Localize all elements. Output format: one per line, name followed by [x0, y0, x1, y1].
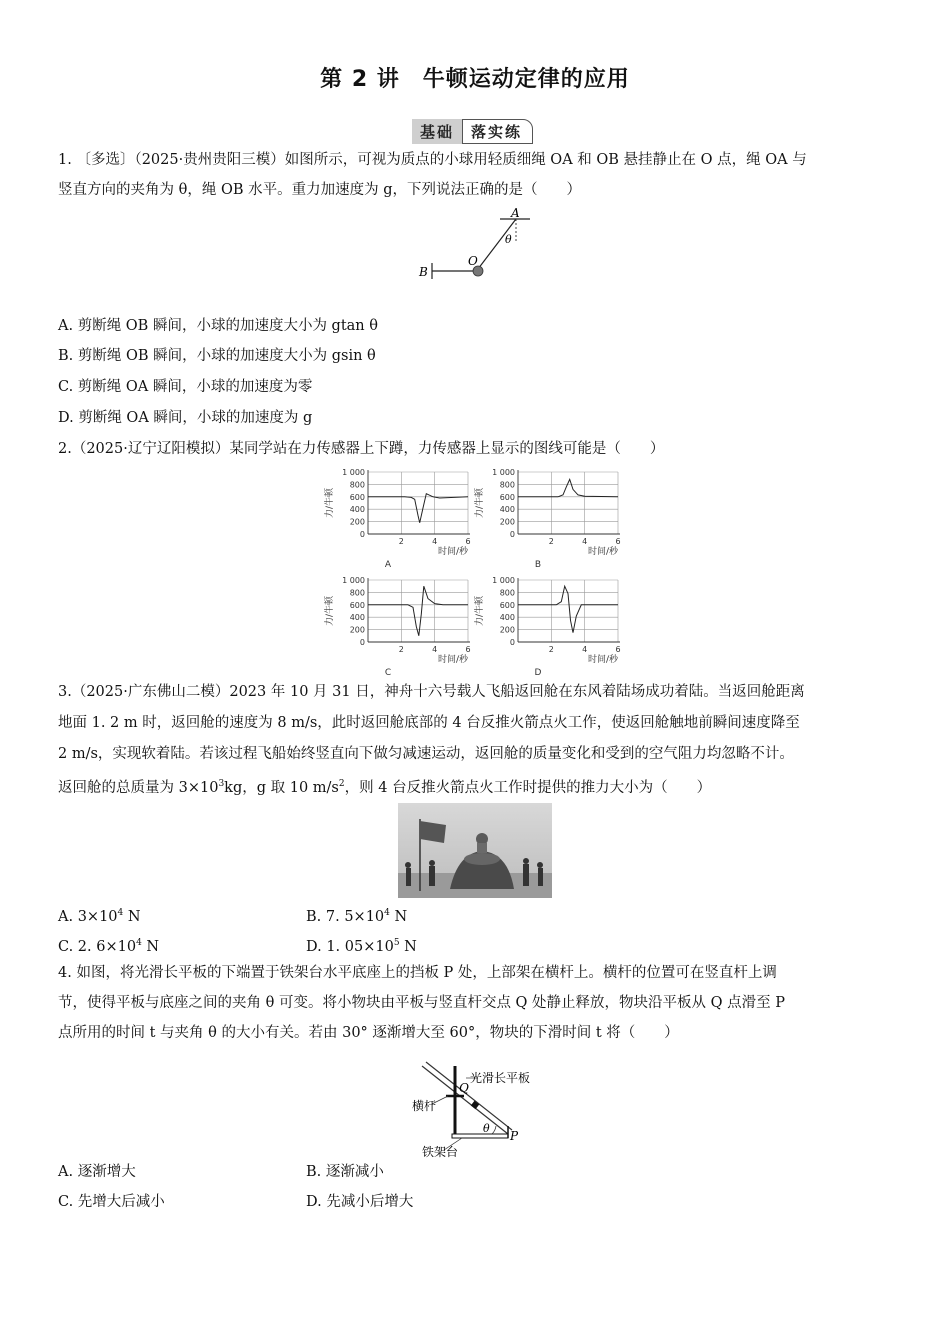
base	[452, 1134, 508, 1138]
q3-line4	[58, 774, 890, 798]
x-tick-label: 6	[615, 537, 621, 546]
chart-a	[320, 464, 470, 573]
chart-svg	[470, 464, 620, 569]
q4-option-a: A. 逐渐增大	[58, 1164, 136, 1180]
q3-option-c	[58, 933, 159, 957]
q1-option-a: A. 剪断绳 OB 瞬间，小球的加速度大小为 gtan θ	[58, 318, 378, 334]
q1-option-b: B. 剪断绳 OB 瞬间，小球的加速度大小为 gsin θ	[58, 348, 376, 364]
chart-svg	[320, 464, 470, 569]
x-tick-label: 4	[432, 537, 438, 546]
label-theta: θ	[505, 233, 512, 246]
q3-line4-c: ，则 4 台反推火箭点火工作时提供的推力大小为（ ）	[344, 779, 712, 796]
chart-d	[470, 572, 620, 681]
y-axis-label: 力/牛顿	[475, 487, 485, 519]
y-tick-label: 200	[349, 625, 365, 635]
y-axis-label: 力/牛顿	[325, 487, 335, 519]
label-stand: 铁架台	[422, 1145, 459, 1159]
theta-arc	[492, 1126, 496, 1134]
y-tick-label: 0	[359, 638, 365, 647]
q3-line4-b: kg，g 取 10 m/s	[224, 779, 339, 796]
x-tick-label: 2	[548, 537, 554, 546]
y-tick-label: 600	[499, 492, 515, 502]
q3-line2: 地面 1. 2 m 时，返回舱的速度为 8 m/s，此时返回舱底部的 4 台反推火箭点火工作，使返回舱触地前瞬间速度降至	[58, 715, 800, 731]
q4-option-d: D. 先减小后增大	[306, 1194, 414, 1210]
y-tick-label: 200	[499, 517, 515, 527]
banner-right: 落实练	[462, 119, 533, 144]
y-tick-label: 0	[359, 530, 365, 539]
q1-line2: 竖直方向的夹角为 θ，绳 OB 水平。重力加速度为 g，下列说法正确的是（ ）	[58, 182, 581, 198]
label-a: A	[511, 206, 520, 220]
x-axis-label: 时间/秒	[587, 547, 618, 557]
series-line	[518, 586, 618, 633]
y-tick-label: 600	[349, 492, 365, 502]
q3-option-d-exp: 5	[393, 938, 400, 948]
label-rod: 横杆	[412, 1099, 437, 1113]
q3-option-a-exp: 4	[117, 908, 124, 918]
banner-left: 基础	[412, 119, 462, 144]
q4-figure	[410, 1060, 550, 1158]
label-plate: 光滑长平板	[470, 1071, 531, 1085]
q3-option-b-unit: N	[389, 908, 408, 925]
q4-option-b: B. 逐渐减小	[306, 1164, 384, 1180]
chart-caption: B	[534, 560, 542, 570]
q3-option-b-exp: 4	[384, 908, 390, 918]
y-tick-label: 800	[349, 480, 365, 490]
y-tick-label: 0	[509, 638, 515, 647]
x-tick-label: 6	[465, 537, 471, 546]
section-banner	[412, 118, 533, 144]
q3-option-d-unit: N	[399, 938, 417, 955]
label-b: B	[419, 265, 428, 279]
x-tick-label: 2	[398, 645, 404, 654]
chart-caption: C	[384, 668, 392, 678]
q3-option-a	[58, 903, 141, 927]
chart-caption: A	[384, 560, 392, 570]
block	[471, 1101, 479, 1109]
x-axis-label: 时间/秒	[437, 547, 468, 557]
y-tick-label: 1 000	[492, 468, 515, 477]
q3-line3: 2 m/s，实现软着陆。若该过程飞船始终竖直向下做匀减速运动，返回舱的质量变化和受到的空气阻力均忽略不计。	[58, 746, 794, 762]
x-axis-label: 时间/秒	[587, 655, 618, 665]
y-tick-label: 1 000	[342, 576, 365, 585]
y-tick-label: 200	[349, 517, 365, 527]
series-line	[368, 586, 468, 636]
x-tick-label: 4	[582, 537, 588, 546]
label-q: Q	[459, 1081, 469, 1095]
q4-line2: 节，使得平板与底座之间的夹角 θ 可变。将小物块由平板与竖直杆交点 Q 处静止释放，物块沿平板从 Q 点滑至 P	[58, 995, 786, 1011]
x-tick-label: 6	[615, 645, 621, 654]
y-tick-label: 600	[499, 600, 515, 610]
y-tick-label: 600	[349, 600, 365, 610]
y-tick-label: 0	[509, 530, 515, 539]
y-tick-label: 800	[499, 588, 515, 598]
q3-option-c-unit: N	[141, 938, 160, 955]
q3-option-a-base: A. 3×10	[58, 908, 118, 925]
chart-svg	[470, 572, 620, 677]
y-tick-label: 800	[499, 480, 515, 490]
y-tick-label: 400	[499, 505, 515, 515]
x-tick-label: 4	[432, 645, 438, 654]
q4-option-c: C. 先增大后减小	[58, 1194, 165, 1210]
q2-line1: 2.（2025·辽宁辽阳模拟）某同学站在力传感器上下蹲，力传感器上显示的图线可能是（ ）	[58, 441, 665, 457]
y-tick-label: 400	[349, 613, 365, 623]
y-tick-label: 400	[349, 505, 365, 515]
x-tick-label: 4	[582, 645, 588, 654]
y-tick-label: 1 000	[492, 576, 515, 585]
series-line	[518, 479, 618, 496]
q3-line4-sup2: 2	[338, 779, 345, 789]
chart-caption: D	[534, 668, 542, 678]
capsule-photo	[398, 803, 552, 898]
x-tick-label: 6	[465, 645, 471, 654]
series-line	[368, 494, 468, 523]
label-o: O	[468, 254, 478, 268]
chart-b	[470, 464, 620, 573]
q1-figure	[410, 205, 550, 285]
x-tick-label: 2	[548, 645, 554, 654]
x-axis-label: 时间/秒	[437, 655, 468, 665]
label-p: P	[510, 1129, 519, 1143]
q1-line1: 1. 〔多选〕（2025·贵州贵阳三模）如图所示，可视为质点的小球用轻质细绳 OA 和 OB 悬挂静止在 O 点，绳 OA 与	[58, 152, 807, 168]
q3-option-c-base: C. 2. 6×10	[58, 938, 137, 955]
q3-option-d	[306, 933, 417, 957]
q1-option-c: C. 剪断绳 OA 瞬间，小球的加速度为零	[58, 379, 313, 395]
y-tick-label: 1 000	[342, 468, 365, 477]
y-tick-label: 200	[499, 625, 515, 635]
chart-c	[320, 572, 470, 681]
y-tick-label: 400	[499, 613, 515, 623]
q3-option-c-exp: 4	[136, 938, 142, 948]
q3-option-b	[306, 903, 407, 927]
q4-line3: 点所用的时间 t 与夹角 θ 的大小有关。若由 30° 逐渐增大至 60°，物块的下滑时间 t 将（ ）	[58, 1025, 679, 1041]
q3-option-b-base: B. 7. 5×10	[306, 908, 385, 925]
q3-line1: 3.（2025·广东佛山二模）2023 年 10 月 31 日，神舟十六号载人飞船返回舱在东风着陆场成功着陆。当返回舱距离	[58, 684, 805, 700]
q3-option-a-unit: N	[123, 908, 141, 925]
x-tick-label: 2	[398, 537, 404, 546]
q1-option-d: D. 剪断绳 OA 瞬间，小球的加速度为 g	[58, 410, 313, 426]
q3-option-d-base: D. 1. 05×10	[306, 938, 394, 955]
y-tick-label: 800	[349, 588, 365, 598]
page-title: 第 2 讲 牛顿运动定律的应用	[320, 67, 630, 92]
y-axis-label: 力/牛顿	[325, 595, 335, 627]
q3-line4-a: 返回舱的总质量为 3×10	[58, 779, 219, 796]
q4-line1: 4. 如图，将光滑长平板的下端置于铁架台水平底座上的挡板 P 处，上部架在横杆上。横杆的位置可在竖直杆上调	[58, 965, 777, 981]
y-axis-label: 力/牛顿	[475, 595, 485, 627]
label-theta-q4: θ	[483, 1122, 490, 1135]
q3-line4-sup1: 3	[218, 779, 225, 789]
chart-svg	[320, 572, 470, 677]
